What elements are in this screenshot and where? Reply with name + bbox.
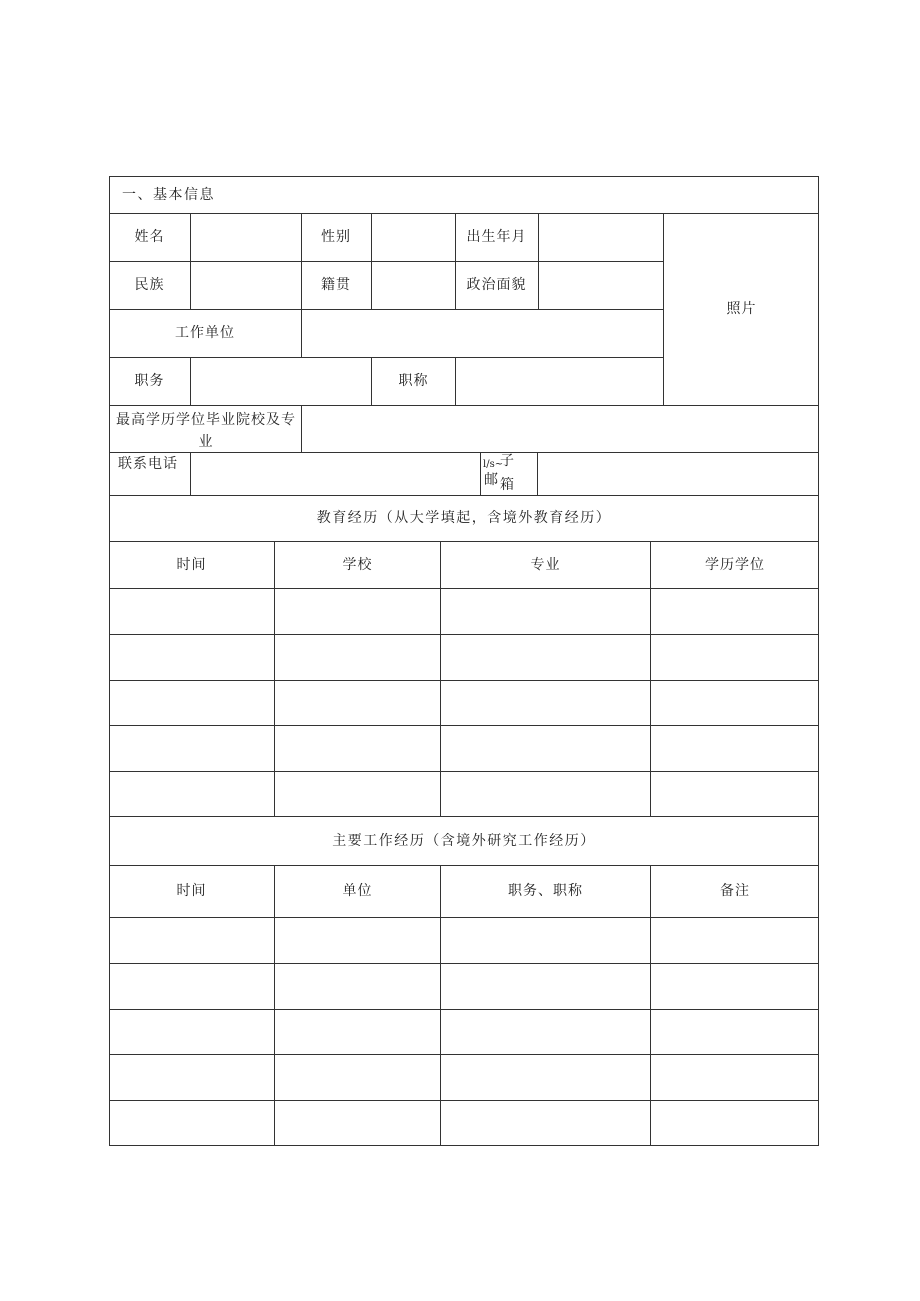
email-label	[481, 452, 537, 495]
work-cell[interactable]	[275, 963, 440, 1009]
work-header-remarks: 备注	[720, 883, 750, 899]
professional-title-label: 职称	[398, 373, 429, 389]
education-cell[interactable]	[441, 588, 650, 634]
education-header-time: 时间	[176, 556, 207, 573]
education-cell[interactable]	[651, 588, 819, 634]
position-field[interactable]	[191, 357, 371, 405]
work-unit-field[interactable]	[302, 309, 663, 357]
work-experience-heading: 主要工作经历（含境外研究工作经历）	[332, 832, 596, 849]
position-label: 职务	[134, 373, 165, 389]
name-field[interactable]	[191, 213, 301, 261]
work-cell[interactable]	[441, 1009, 650, 1054]
education-cell[interactable]	[275, 725, 440, 771]
work-cell[interactable]	[651, 917, 819, 963]
political-status-label: 政治面貌	[466, 277, 527, 293]
work-header-time: 时间	[176, 883, 207, 899]
work-cell[interactable]	[275, 1054, 440, 1100]
work-cell[interactable]	[651, 1100, 819, 1146]
work-cell[interactable]	[109, 1009, 274, 1054]
email-field[interactable]	[538, 452, 819, 495]
education-cell[interactable]	[651, 725, 819, 771]
hometown-label: 籍贯	[321, 277, 351, 293]
education-cell[interactable]	[651, 634, 819, 680]
basic-info-heading: 一、基本信息	[122, 187, 215, 203]
education-cell[interactable]	[651, 771, 819, 816]
education-cell[interactable]	[441, 634, 650, 680]
work-cell[interactable]	[441, 1054, 650, 1100]
work-cell[interactable]	[441, 963, 650, 1009]
education-cell[interactable]	[109, 588, 274, 634]
education-cell[interactable]	[109, 725, 274, 771]
education-cell[interactable]	[275, 680, 440, 725]
work-header-unit: 单位	[342, 883, 373, 899]
birth-date-label: 出生年月	[466, 229, 527, 245]
email-label-glyph: l/s~	[483, 459, 504, 470]
work-cell[interactable]	[109, 917, 274, 963]
work-cell[interactable]	[109, 1100, 274, 1146]
education-header-school: 学校	[342, 556, 373, 573]
work-cell[interactable]	[441, 1100, 650, 1146]
education-cell[interactable]	[275, 588, 440, 634]
phone-label: 联系电话	[118, 456, 178, 472]
work-cell[interactable]	[109, 963, 274, 1009]
birth-date-field[interactable]	[539, 213, 663, 261]
work-cell[interactable]	[651, 1054, 819, 1100]
education-cell[interactable]	[109, 771, 274, 816]
highest-degree-field[interactable]	[302, 405, 819, 452]
name-label: 姓名	[134, 229, 165, 245]
ethnicity-label: 民族	[134, 277, 165, 293]
work-header-position: 职务、职称	[508, 883, 583, 899]
gender-label: 性别	[321, 229, 351, 245]
email-label-char: 邮	[484, 472, 499, 488]
political-status-field[interactable]	[539, 261, 663, 309]
education-cell[interactable]	[441, 725, 650, 771]
hometown-field[interactable]	[372, 261, 455, 309]
phone-field[interactable]	[191, 452, 480, 495]
education-cell[interactable]	[441, 680, 650, 725]
photo-box[interactable]: 照片	[726, 301, 757, 317]
work-cell[interactable]	[651, 963, 819, 1009]
education-cell[interactable]	[109, 634, 274, 680]
education-cell[interactable]	[275, 771, 440, 816]
ethnicity-field[interactable]	[191, 261, 301, 309]
gender-field[interactable]	[372, 213, 455, 261]
email-label-char: 箱	[500, 477, 515, 493]
professional-title-field[interactable]	[456, 357, 663, 405]
education-cell[interactable]	[441, 771, 650, 816]
education-cell[interactable]	[109, 680, 274, 725]
work-cell[interactable]	[651, 1009, 819, 1054]
work-cell[interactable]	[275, 917, 440, 963]
work-cell[interactable]	[109, 1054, 274, 1100]
work-unit-label: 工作单位	[175, 325, 235, 341]
education-heading: 教育经历（从大学填起，含境外教育经历）	[316, 510, 612, 526]
education-header-degree: 学历学位	[705, 556, 765, 573]
work-cell[interactable]	[275, 1009, 440, 1054]
email-label-char: 子	[500, 453, 515, 469]
work-cell[interactable]	[275, 1100, 440, 1146]
work-cell[interactable]	[441, 917, 650, 963]
education-cell[interactable]	[651, 680, 819, 725]
highest-degree-label: 最高学历学位毕业院校及专业	[116, 412, 296, 450]
education-header-major: 专业	[530, 556, 561, 573]
education-cell[interactable]	[275, 634, 440, 680]
